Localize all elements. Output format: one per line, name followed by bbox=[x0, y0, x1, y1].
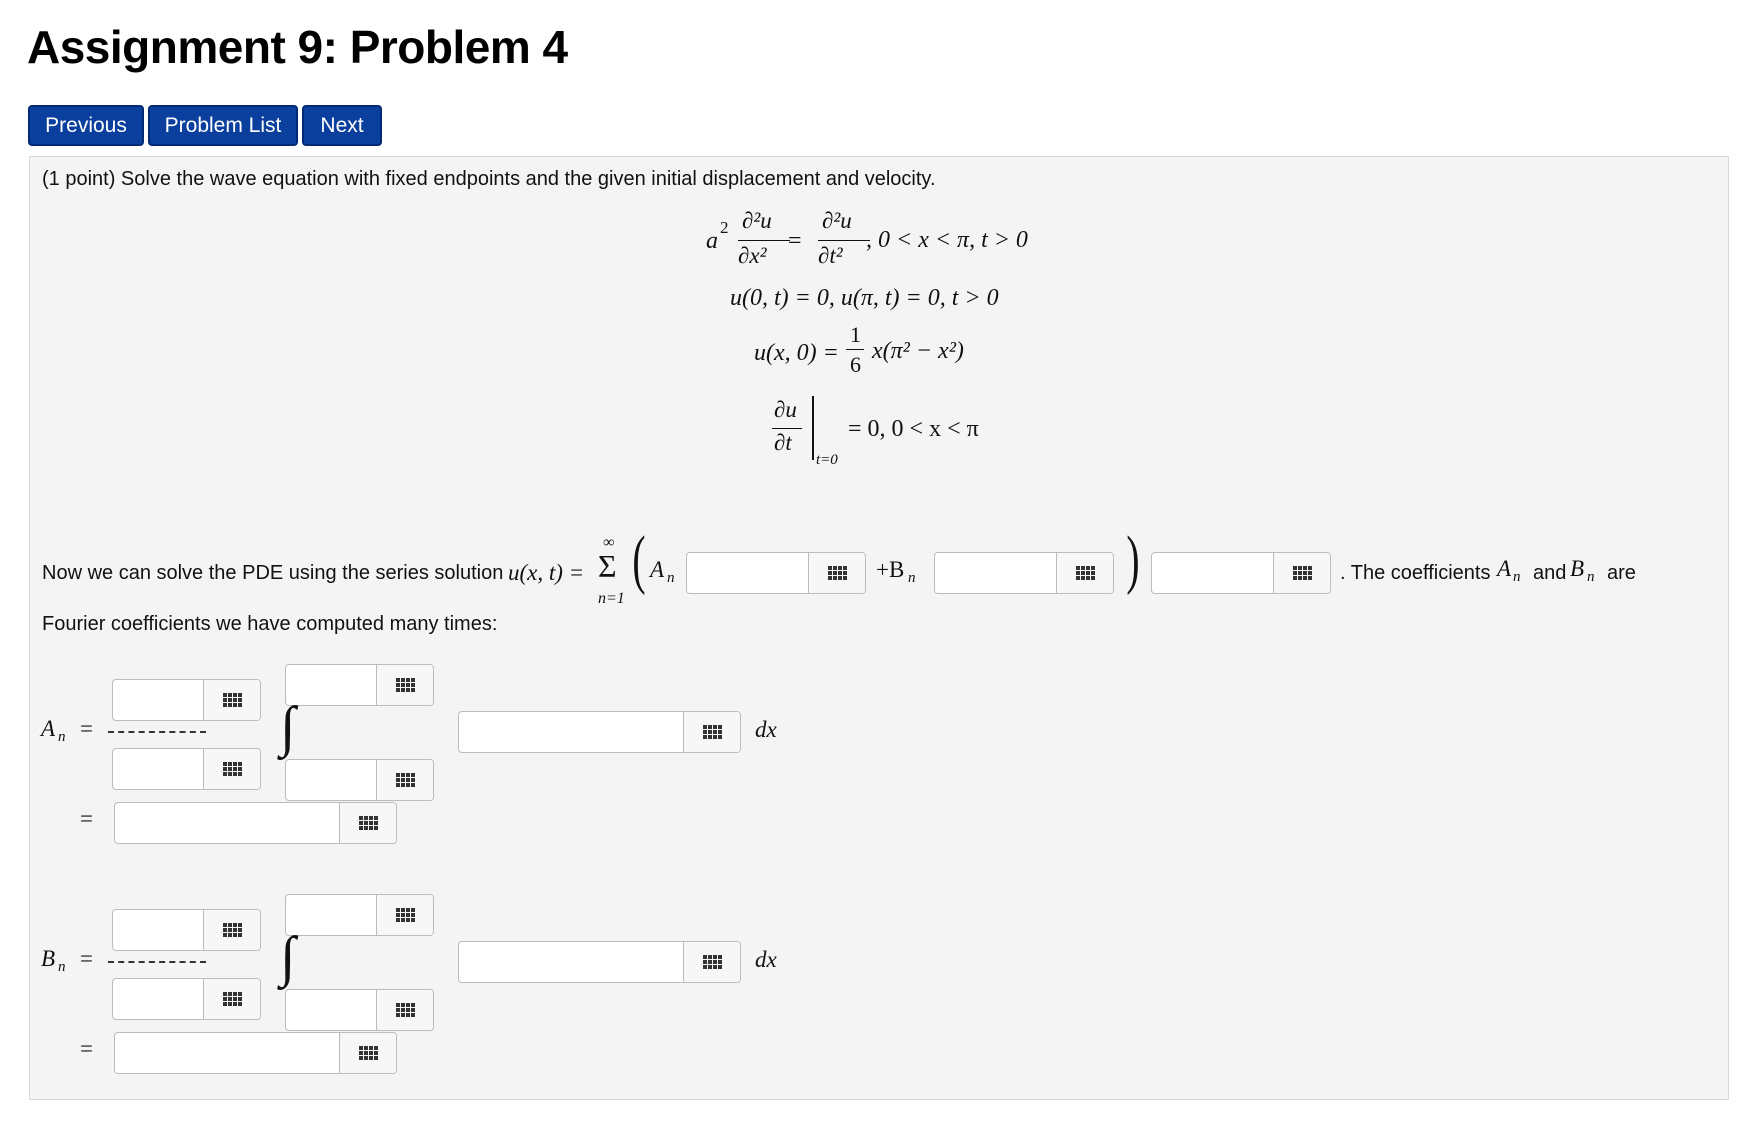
velocity-rhs: = 0, 0 < x < π bbox=[848, 416, 979, 442]
fraction-denominator: 6 bbox=[850, 352, 861, 377]
left-paren: ( bbox=[632, 523, 646, 596]
next-button[interactable]: Next bbox=[302, 105, 382, 146]
domain-condition: , 0 < x < π, t > 0 bbox=[866, 227, 1028, 253]
answer-field[interactable] bbox=[286, 895, 376, 935]
keypad-icon bbox=[703, 955, 722, 969]
equation-editor-button[interactable] bbox=[808, 553, 865, 593]
numerator-d2u: ∂²u bbox=[742, 208, 772, 233]
keypad-icon bbox=[396, 773, 415, 787]
equation-editor-button[interactable] bbox=[1056, 553, 1113, 593]
velocity-denominator: ∂t bbox=[774, 430, 792, 455]
equation-editor-button[interactable] bbox=[203, 910, 260, 950]
keypad-icon bbox=[396, 678, 415, 692]
series-lhs: u(x, t) = bbox=[508, 560, 585, 585]
answer-field[interactable] bbox=[115, 1033, 339, 1073]
fraction-bar bbox=[108, 961, 206, 963]
An-result-input[interactable] bbox=[114, 802, 397, 844]
coefficient-a: a bbox=[706, 228, 718, 254]
equals-sign: = bbox=[80, 1036, 93, 1061]
inline-A: A bbox=[1497, 556, 1512, 581]
equation-editor-button[interactable] bbox=[376, 665, 433, 705]
coefficient-A: A bbox=[650, 557, 665, 582]
coefficient-a-exponent: 2 bbox=[720, 218, 729, 237]
sum-upper-limit: ∞ bbox=[603, 534, 615, 551]
fraction-bar bbox=[108, 731, 206, 733]
answer-field[interactable] bbox=[687, 553, 808, 593]
answer-field[interactable] bbox=[286, 665, 376, 705]
equals-sign: = bbox=[80, 716, 93, 741]
answer-field[interactable] bbox=[113, 749, 203, 789]
answer-field[interactable] bbox=[286, 760, 376, 800]
answer-field[interactable] bbox=[459, 712, 683, 752]
denominator-dx2: ∂x² bbox=[738, 243, 767, 268]
equation-editor-button[interactable] bbox=[683, 712, 740, 752]
numerator-d2u: ∂²u bbox=[822, 208, 852, 233]
keypad-icon bbox=[1076, 566, 1095, 580]
equation-editor-button[interactable] bbox=[376, 895, 433, 935]
subscript-n: n bbox=[58, 729, 66, 745]
answer-field[interactable] bbox=[113, 979, 203, 1019]
keypad-icon bbox=[703, 725, 722, 739]
equation-editor-button[interactable] bbox=[203, 979, 260, 1019]
sum-lower-limit: n=1 bbox=[598, 590, 625, 607]
answer-field[interactable] bbox=[113, 680, 203, 720]
keypad-icon bbox=[223, 923, 242, 937]
right-paren: ) bbox=[1126, 523, 1140, 596]
equation-editor-button[interactable] bbox=[1273, 553, 1330, 593]
An-numerator-input[interactable] bbox=[112, 679, 261, 721]
subscript-n: n bbox=[667, 570, 675, 586]
answer-field[interactable] bbox=[1152, 553, 1273, 593]
previous-button[interactable]: Previous bbox=[28, 105, 144, 146]
keypad-icon bbox=[396, 908, 415, 922]
Bn-label: B bbox=[41, 946, 56, 971]
answer-field[interactable] bbox=[935, 553, 1056, 593]
Bn-lower-limit-input[interactable] bbox=[285, 989, 434, 1031]
An-label: A bbox=[41, 716, 56, 741]
fraction-bar bbox=[738, 240, 790, 241]
keypad-icon bbox=[223, 762, 242, 776]
displacement-lhs: u(x, 0) = bbox=[754, 340, 839, 366]
fraction-numerator: 1 bbox=[850, 322, 861, 347]
are-text: are bbox=[1607, 562, 1636, 584]
equation-editor-button[interactable] bbox=[339, 803, 396, 843]
keypad-icon bbox=[1293, 566, 1312, 580]
subscript-n: n bbox=[1587, 569, 1595, 585]
integral-symbol: ∫ bbox=[280, 926, 296, 988]
summation-symbol: Σ bbox=[598, 548, 617, 584]
equals-sign: = bbox=[80, 806, 93, 831]
keypad-icon bbox=[223, 992, 242, 1006]
velocity-numerator: ∂u bbox=[774, 397, 797, 422]
equals-sign: = bbox=[788, 228, 802, 254]
keypad-icon bbox=[223, 693, 242, 707]
answer-field[interactable] bbox=[286, 990, 376, 1030]
answer-field[interactable] bbox=[459, 942, 683, 982]
Bn-denominator-input[interactable] bbox=[112, 978, 261, 1020]
subscript-n: n bbox=[58, 959, 66, 975]
fraction-bar bbox=[818, 240, 870, 241]
equation-editor-button[interactable] bbox=[376, 990, 433, 1030]
subscript-n: n bbox=[908, 570, 916, 586]
equation-editor-button[interactable] bbox=[339, 1033, 396, 1073]
Bn-integrand-input[interactable] bbox=[458, 941, 741, 983]
fraction-bar bbox=[846, 349, 864, 350]
coefficient-B: +B bbox=[876, 557, 905, 582]
fraction-bar bbox=[772, 428, 802, 429]
subscript-n: n bbox=[1513, 569, 1521, 585]
keypad-icon bbox=[359, 816, 378, 830]
equation-editor-button[interactable] bbox=[683, 942, 740, 982]
equation-editor-button[interactable] bbox=[203, 680, 260, 720]
dx-label: dx bbox=[755, 717, 777, 742]
keypad-icon bbox=[828, 566, 847, 580]
page-title: Assignment 9: Problem 4 bbox=[27, 21, 568, 73]
An-denominator-input[interactable] bbox=[112, 748, 261, 790]
boundary-conditions: u(0, t) = 0, u(π, t) = 0, t > 0 bbox=[730, 285, 999, 311]
An-upper-limit-input[interactable] bbox=[285, 664, 434, 706]
displacement-rhs: x(π² − x²) bbox=[872, 338, 964, 364]
equals-sign: = bbox=[80, 946, 93, 971]
problem-statement: (1 point) Solve the wave equation with fixed endpoints and the given initial displacement and velocity. bbox=[42, 168, 936, 190]
Bn-result-input[interactable] bbox=[114, 1032, 397, 1074]
keypad-icon bbox=[396, 1003, 415, 1017]
series-intro-text: Now we can solve the PDE using the series solution bbox=[42, 562, 504, 584]
series-spatial-input[interactable] bbox=[1151, 552, 1331, 594]
series-term-A-input[interactable] bbox=[686, 552, 866, 594]
denominator-dt2: ∂t² bbox=[818, 243, 843, 268]
fourier-text: Fourier coefficients we have computed many times: bbox=[42, 613, 498, 635]
evaluation-subscript: t=0 bbox=[816, 452, 838, 468]
Bn-upper-limit-input[interactable] bbox=[285, 894, 434, 936]
answer-field[interactable] bbox=[115, 803, 339, 843]
series-term-B-input[interactable] bbox=[934, 552, 1114, 594]
dx-label: dx bbox=[755, 947, 777, 972]
inline-B: B bbox=[1570, 556, 1585, 581]
problem-list-button[interactable]: Problem List bbox=[148, 105, 298, 146]
equation-editor-button[interactable] bbox=[203, 749, 260, 789]
Bn-numerator-input[interactable] bbox=[112, 909, 261, 951]
coefficients-text: . The coefficients bbox=[1340, 562, 1491, 584]
evaluation-bar bbox=[812, 396, 814, 460]
answer-field[interactable] bbox=[113, 910, 203, 950]
integral-symbol: ∫ bbox=[280, 696, 296, 758]
An-lower-limit-input[interactable] bbox=[285, 759, 434, 801]
keypad-icon bbox=[359, 1046, 378, 1060]
equation-editor-button[interactable] bbox=[376, 760, 433, 800]
An-integrand-input[interactable] bbox=[458, 711, 741, 753]
and-text: and bbox=[1533, 562, 1567, 584]
